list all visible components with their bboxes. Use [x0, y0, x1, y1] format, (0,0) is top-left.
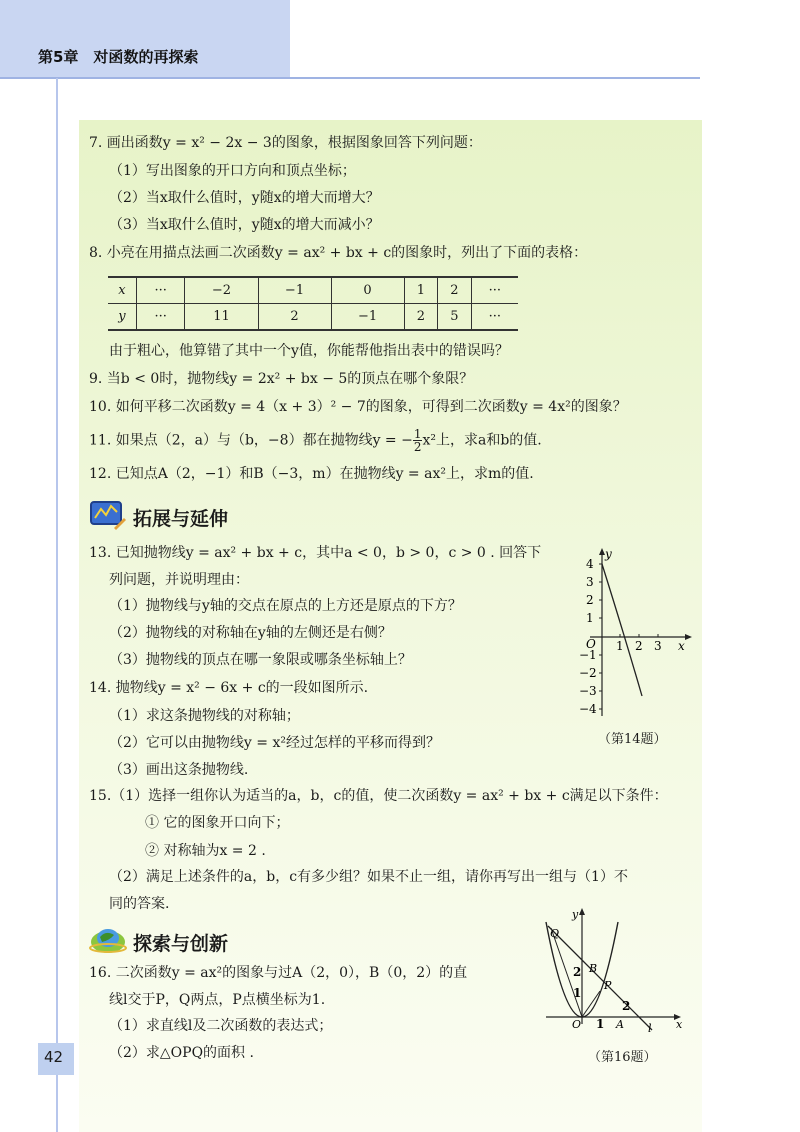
problem-16-sub-2: （2）求△OPQ的面积 . [109, 1045, 254, 1061]
figure-16-caption: （第16题） [588, 1050, 657, 1065]
table-cell: ··· [136, 277, 185, 304]
origin-label: O [586, 637, 596, 651]
problem-13-sub-3: （3）抛物线的顶点在哪一象限或哪条坐标轴上？ [109, 652, 412, 668]
problem-15-line-2: （2）满足上述条件的a，b，c有多少组？如果不止一组，请你再写出一组与（1）不 [109, 869, 628, 885]
table-cell: 2 [438, 277, 472, 304]
segment-OP [582, 991, 600, 1017]
problem-10: 10. 如何平移二次函数y = 4（x + 3）² − 7的图象，可得到二次函数y = 4x²的图象？ [89, 399, 627, 415]
problem-13-line-1: 13. 已知抛物线y = ax² + bx + c，其中a < 0，b > 0，c > 0 . 回答下 [89, 545, 542, 561]
y-tick-label: 4 [586, 557, 594, 571]
problem-14-sub-1: （1）求这条抛物线的对称轴； [109, 708, 300, 724]
table-cell: 0 [331, 277, 404, 304]
line-l-label: l [648, 1022, 652, 1034]
problem-13-sub-2: （2）抛物线的对称轴在y轴的左侧还是右侧？ [109, 625, 392, 641]
table-cell: x [108, 277, 136, 304]
problem-7-sub-2: （2）当x取什么值时，y随x的增大而增大？ [109, 190, 380, 206]
table-cell: ··· [136, 304, 185, 331]
problem-13-line-2: 列问题，并说明理由： [109, 572, 249, 588]
problem-11 [89, 428, 542, 453]
problem-14-sub-3: （3）画出这条抛物线. [109, 762, 249, 778]
problem-8-question: 由于粗心，他算错了其中一个y值，你能帮他指出表中的错误吗？ [109, 343, 509, 359]
table-cell: −1 [258, 277, 331, 304]
y-tick-label: −1 [579, 648, 597, 662]
table-cell: 2 [258, 304, 331, 331]
y-value-2-label: 2 [573, 965, 582, 979]
x-value-1-label: 1 [596, 1017, 605, 1031]
line-l [548, 926, 652, 1030]
point-P-label: P [604, 979, 612, 992]
parabola-segment [602, 564, 642, 696]
globe-icon [88, 924, 128, 956]
table-cell: 5 [438, 304, 472, 331]
problem-7-stem: 7. 画出函数y = x² − 2x − 3的图象，根据图象回答下列问题： [89, 135, 482, 151]
problem-11-text-b: x²上，求a和b的值. [422, 432, 542, 449]
problem-14-sub-2: （2）它可以由抛物线y = x²经过怎样的平移而得到？ [109, 735, 440, 751]
problem-8-table [108, 276, 518, 331]
table-cell: −2 [185, 277, 258, 304]
y-tick-label: −2 [579, 666, 597, 680]
y-axis-label: y [572, 908, 579, 921]
x-tick-label: 3 [654, 639, 662, 653]
point-Q-label: Q [550, 927, 560, 940]
x-axis-label: x [678, 639, 685, 653]
problem-9: 9. 当b < 0时，抛物线y = 2x² + bx − 5的顶点在哪个象限？ [89, 371, 474, 387]
y-axis-label: y [605, 547, 612, 561]
x-axis-label: x [676, 1018, 683, 1031]
table-cell: 2 [404, 304, 438, 331]
problem-15-condition-2: ② 对称轴为x = 2 . [145, 843, 266, 859]
problem-15-line-1: 15.（1）选择一组你认为适当的a，b，c的值，使二次函数y = ax² + bx + c满足以下条件： [89, 788, 668, 804]
problem-11-text-a: 11. 如果点（2，a）与（b，−8）都在抛物线y = − [89, 432, 413, 449]
table-cell: −1 [331, 304, 404, 331]
margin-rule [56, 78, 58, 1132]
table-cell: 11 [185, 304, 258, 331]
problem-12: 12. 已知点A（2，−1）和B（−3，m）在抛物线y = ax²上，求m的值. [89, 466, 534, 482]
y-tick-label: 3 [586, 575, 594, 589]
y-tick-label: 1 [586, 611, 594, 625]
section-title-explore: 探索与创新 [133, 933, 229, 955]
problem-16-line-1: 16. 二次函数y = ax²的图象与过A（2，0），B（0，2）的直 [89, 965, 468, 981]
header-rule [0, 77, 700, 79]
table-row-y [108, 304, 518, 331]
y-tick-label: 2 [586, 593, 594, 607]
problem-13-sub-1: （1）抛物线与y轴的交点在原点的上方还是原点的下方？ [109, 598, 462, 614]
table-cell: ··· [471, 304, 518, 331]
problem-15-condition-1: ① 它的图象开口向下； [145, 815, 290, 831]
x-tick-label: 2 [635, 639, 643, 653]
x-tick-label: 1 [616, 639, 624, 653]
figure-16-graph [536, 904, 686, 1034]
x-value-2-label: 2 [622, 999, 631, 1013]
problem-15-line-3: 同的答案. [109, 896, 170, 912]
problem-16-line-2: 线l交于P，Q两点，P点横坐标为1. [109, 992, 326, 1008]
point-A-label: A [616, 1018, 624, 1031]
problem-7-sub-1: （1）写出图象的开口方向和顶点坐标； [109, 163, 356, 179]
fraction-numerator: 1 [413, 427, 422, 441]
table-cell: ··· [471, 277, 518, 304]
y-tick-label: −3 [579, 684, 597, 698]
fraction-denominator: 2 [413, 440, 422, 454]
chapter-title: 第5章 对函数的再探索 [38, 48, 199, 66]
point-B-label: B [589, 962, 598, 975]
problem-16-sub-1: （1）求直线l及二次函数的表达式； [109, 1018, 333, 1034]
y-value-1-label: 1 [573, 986, 582, 1000]
problem-7-sub-3: （3）当x取什么值时，y随x的增大而减小？ [109, 217, 380, 233]
page-number: 42 [44, 1048, 64, 1066]
problem-14-stem: 14. 抛物线y = x² − 6x + c的一段如图所示. [89, 680, 369, 696]
table-cell: y [108, 304, 136, 331]
y-tick-label: −4 [579, 702, 597, 716]
figure-14-graph [572, 544, 696, 724]
problem-8-stem: 8. 小亮在用描点法画二次函数y = ax² + bx + c的图象时，列出了下面的表格： [89, 245, 588, 261]
figure-14-caption: （第14题） [598, 732, 667, 747]
origin-label: O [572, 1018, 582, 1031]
chart-monitor-icon [88, 498, 128, 534]
section-title-extend: 拓展与延伸 [133, 508, 229, 530]
table-cell: 1 [404, 277, 438, 304]
table-row-x [108, 277, 518, 304]
